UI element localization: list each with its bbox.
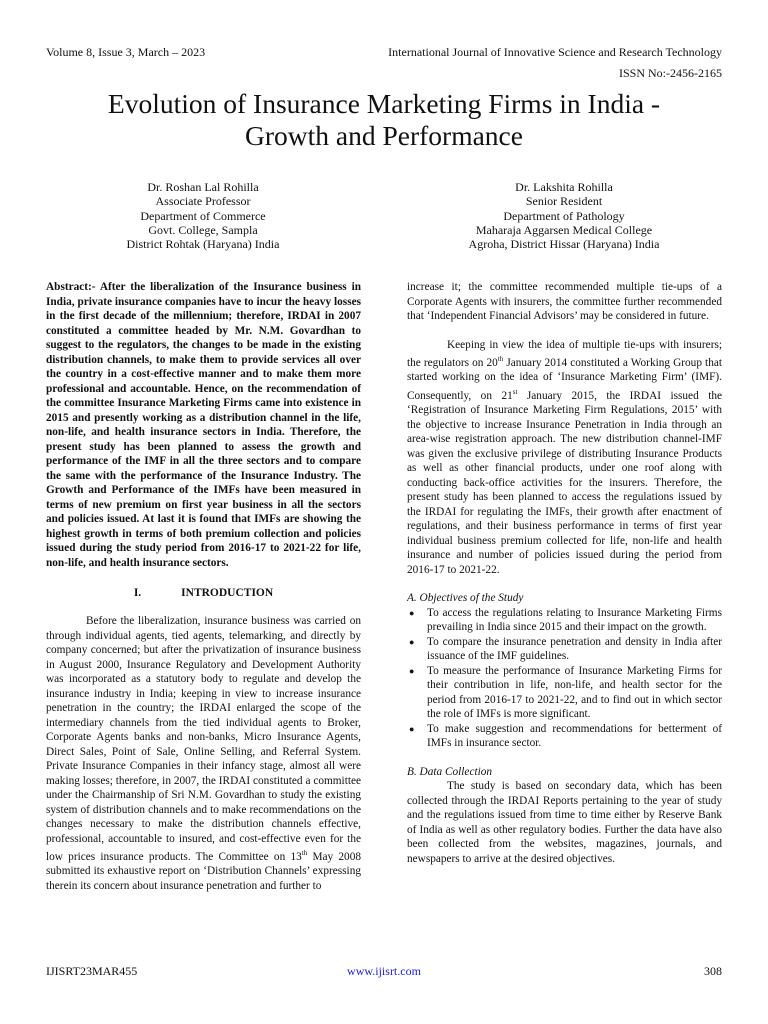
section-number: I.	[133, 587, 142, 599]
objectives-heading: A. Objectives of the Study	[407, 592, 524, 605]
left-column	[46, 280, 361, 893]
author-dept: Department of Pathology	[503, 208, 625, 223]
right-column	[407, 280, 722, 866]
para-text: January 2015, the IRDAI issued the ‘Registration of Insurance Marketing Firm Regulations, 2015’ with the objective to increase Insurance Penetration in India through an area-wise registration approach. The new distribution channel-IMF was given the exclusive privilege of distributing Insurance Products as well as other financial products, under one roof along with conducting back-office activities for the insurers. Therefore, the present study has been planned to access the regulations issued by the IRDAI for regulating the IMFs, their growth after enactment of regulations, and their business performance in terms of first year individual business premium collected for life, non-life and health insurance and number of policies issued during the period from 2016-17 to 2021-22.	[407, 389, 722, 576]
author-place: Agroha, District Hissar (Haryana) India	[468, 237, 660, 252]
author-name: Dr. Roshan Lal Rohilla	[147, 180, 259, 194]
author-block-1	[63, 180, 343, 251]
bullet-icon: ●	[409, 636, 415, 647]
bullet-icon: ●	[409, 723, 415, 734]
intro-text: Before the liberalization, insurance business was carried on through individual agents, tied agents, telemarking, and directly by company concerned; but after the privatization of insurance business in August 2000, Insurance Regulatory and Development Authority was incorporated as a statutory body to regulate and develop the insurance industry in India; keeping in view to increase insurance penetration in the country; the IRDAI enlarged the scope of the intermediary channels from the tied individual agents to Broker, Corporate Agents banks and non-banks, Micro Insurance Agents, Direct Sales, Point of Sale, Online Selling, and Referral System. Private Insurance Companies in their infancy stage, almost all were making losses; therefore, in 2007, the IRDAI constituted a committee under the Chairmanship of Sri N.M. Govardhan to study the existing system of distribution channels and to make recommendations on the changes necessary to make the distribution channels effective, professional, accountable to insured, and cost-effective even for the low prices insurance products. The Committee on 13	[46, 615, 361, 863]
author-inst: Maharaja Aggarsen Medical College	[475, 222, 653, 237]
para-text: Keeping in view the idea of multiple tie-ups with insurers; the regulators on 20	[407, 338, 722, 369]
objective-text: To compare the insurance penetration and density in India after issuance of the IMF guidelines.	[427, 635, 722, 663]
title-line-1: Evolution of Insurance Marketing Firms in India -	[107, 88, 661, 119]
bullet-icon: ●	[409, 665, 415, 676]
bullet-icon: ●	[409, 607, 415, 618]
continued-paragraph: increase it; the committee recommended multiple tie-ups of a Corporate Agents with insurers, the committee further recommended that ‘Independent Financial Advisors’ may be considered in future.	[407, 281, 722, 322]
list-item	[407, 722, 722, 751]
superscript: st	[512, 387, 518, 396]
paper-title	[40, 88, 728, 152]
superscript: th	[301, 849, 308, 857]
section-title: INTRODUCTION	[181, 587, 274, 599]
para-text: January 2014 constituted a Working Group that started working on the idea of ‘Insurance Marketing Firm’ (IMF). Consequently, on 21	[407, 356, 722, 402]
intro-text-cont: May 2008 submitted its exhaustive report on ‘Distribution Channels’ expressing therein its concern about insurance penetration and further to	[46, 850, 361, 892]
author-place: District Rohtak (Haryana) India	[126, 237, 280, 252]
list-item	[407, 635, 722, 664]
objectives-list	[407, 606, 722, 751]
objective-text: To make suggestion and recommendations for betterment of IMFs in insurance sector.	[427, 722, 722, 750]
superscript: th	[497, 355, 504, 363]
data-collection-heading: B. Data Collection	[407, 765, 493, 778]
author-role: Associate Professor	[155, 194, 251, 209]
section-heading-introduction	[46, 586, 361, 600]
objective-text: To access the regulations relating to Insurance Marketing Firms prevailing in India since 2015 and their impact on the growth.	[427, 606, 722, 634]
author-block-2	[424, 180, 704, 251]
abstract: Abstract:- After the liberalization of the Insurance business in India, private insurance companies have to incur the heavy losses in the first decade of the millennium; therefore, IRDAI in 2007 constituted a committee headed by Mr. N.M. Govardhan to suggest to the regulators, the changes to be made in the existing distribution channels, to make them to provide services all over the country in a cost-effective manner and to make them more professional and accountable. Hence, on the recommendation of the committee Insurance Marketing Firms came into existence in 2015 and presently working as a distribution channel in the life, non-life, and health insurance sectors in India. Therefore, the present study has been planned to assess the growth and performance of the IMF in all the three sectors and to compare the same with the performance of the Insurance Industry. The Growth and Performance of the IMFs have been measured in terms of new premium on first year business in all the sectors and policies issued. At last it is found that IMFs are showing the highest growth in terms of both premium collection and policies issued during the study period from 2016-17 to 2021-22 for life, non-life, and health insurance sectors.	[46, 281, 361, 569]
author-dept: Department of Commerce	[140, 208, 266, 223]
volume-info: Volume 8, Issue 3, March – 2023	[46, 45, 206, 59]
title-line-2: Growth and Performance	[245, 120, 523, 151]
author-role: Senior Resident	[525, 194, 603, 209]
list-item	[407, 606, 722, 635]
journal-name: International Journal of Innovative Science and Research Technology	[388, 45, 722, 59]
list-item	[407, 664, 722, 722]
objective-text: To measure the performance of Insurance Marketing Firms for their contribution in life, non-life, and health sector for the period from 2016-17 to 2021-22, and to find out in which sector the role of IMFs is more significant.	[427, 664, 722, 721]
paper-code: IJISRT23MAR455	[46, 964, 138, 978]
intro-paragraph	[46, 614, 361, 893]
author-inst: Govt. College, Sampla	[148, 222, 258, 237]
page-number: 308	[704, 964, 722, 978]
issn: ISSN No:-2456-2165	[618, 66, 722, 80]
journal-website-link[interactable]: www.ijisrt.com	[347, 964, 421, 978]
background-paragraph	[407, 338, 722, 578]
data-collection-paragraph: The study is based on secondary data, which has been collected through the IRDAI Reports pertaining to the year of study and the regulations issued from time to time either by Reserve Bank of India as well as other regulatory bodies. Further the data have also been collected from the websites, magazines, journals, and newspapers to arrive at the desired objectives.	[407, 780, 722, 865]
author-name: Dr. Lakshita Rohilla	[515, 180, 613, 194]
